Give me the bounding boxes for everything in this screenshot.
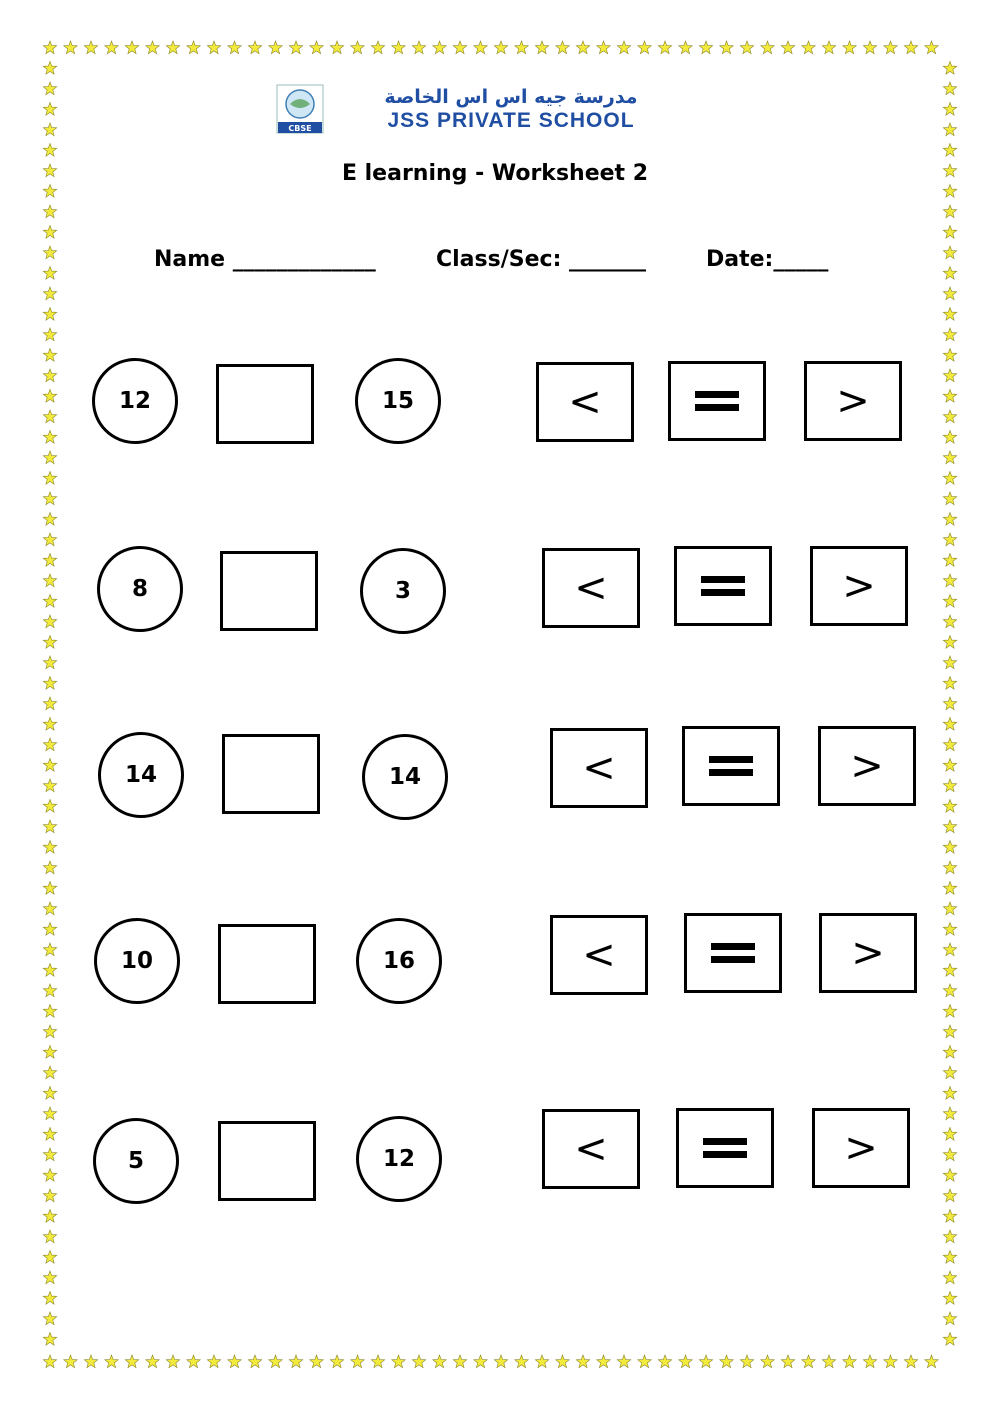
border-star-icon xyxy=(679,41,692,54)
border-star-icon xyxy=(43,923,56,936)
equal-symbol xyxy=(703,1138,747,1158)
equal-symbol xyxy=(701,576,745,596)
border-star-icon xyxy=(556,1355,569,1368)
equal-option[interactable] xyxy=(674,546,772,626)
border-star-icon xyxy=(943,513,956,526)
border-star-icon xyxy=(392,41,405,54)
border-star-icon xyxy=(781,41,794,54)
border-star-icon xyxy=(943,656,956,669)
border-star-icon xyxy=(535,1355,548,1368)
border-star-icon xyxy=(43,943,56,956)
border-star-icon xyxy=(904,41,917,54)
border-star-icon xyxy=(822,41,835,54)
border-star-icon xyxy=(43,431,56,444)
less-than-symbol: < xyxy=(574,565,608,611)
border-star-icon xyxy=(43,226,56,239)
less-than-option[interactable] xyxy=(550,915,648,995)
equal-symbol xyxy=(709,756,753,776)
border-star-icon xyxy=(43,328,56,341)
border-star-icon xyxy=(943,902,956,915)
border-star-icon xyxy=(943,1128,956,1141)
border-star-icon xyxy=(943,943,956,956)
border-star-icon xyxy=(43,697,56,710)
border-star-icon xyxy=(43,144,56,157)
border-star-icon xyxy=(943,1230,956,1243)
border-star-icon xyxy=(943,185,956,198)
school-name-english: JSS PRIVATE SCHOOL xyxy=(387,109,635,132)
border-star-icon xyxy=(943,923,956,936)
border-star-icon xyxy=(166,1355,179,1368)
border-star-icon xyxy=(43,1066,56,1079)
border-star-icon xyxy=(433,41,446,54)
border-star-icon xyxy=(43,513,56,526)
border-star-icon xyxy=(43,1107,56,1120)
border-star-icon xyxy=(43,636,56,649)
border-star-icon xyxy=(43,964,56,977)
border-star-icon xyxy=(943,349,956,362)
border-star-icon xyxy=(269,1355,282,1368)
border-star-icon xyxy=(943,1025,956,1038)
border-star-icon xyxy=(453,1355,466,1368)
border-star-icon xyxy=(943,861,956,874)
border-star-icon xyxy=(207,1355,220,1368)
border-star-icon xyxy=(351,41,364,54)
border-star-icon xyxy=(943,308,956,321)
border-star-icon xyxy=(699,1355,712,1368)
border-star-icon xyxy=(556,41,569,54)
greater-than-option[interactable] xyxy=(812,1108,910,1188)
border-star-icon xyxy=(943,554,956,567)
border-star-icon xyxy=(515,1355,528,1368)
greater-than-symbol: > xyxy=(850,743,884,789)
greater-than-symbol: > xyxy=(836,378,870,424)
border-star-icon xyxy=(617,41,630,54)
border-star-icon xyxy=(289,41,302,54)
border-star-icon xyxy=(943,1210,956,1223)
right-number-circle: 16 xyxy=(356,918,442,1004)
border-star-icon xyxy=(925,1355,938,1368)
border-star-icon xyxy=(474,1355,487,1368)
border-star-icon xyxy=(943,800,956,813)
border-star-icon xyxy=(904,1355,917,1368)
border-star-icon xyxy=(43,287,56,300)
border-star-icon xyxy=(761,1355,774,1368)
border-star-icon xyxy=(125,1355,138,1368)
border-star-icon xyxy=(43,390,56,403)
border-star-icon xyxy=(638,1355,651,1368)
border-star-icon xyxy=(943,964,956,977)
border-star-icon xyxy=(474,41,487,54)
border-star-icon xyxy=(943,1189,956,1202)
less-than-symbol: < xyxy=(582,932,616,978)
border-star-icon xyxy=(943,451,956,464)
border-star-icon xyxy=(248,1355,261,1368)
border-star-icon xyxy=(289,1355,302,1368)
border-star-icon xyxy=(43,533,56,546)
border-star-icon xyxy=(597,1355,610,1368)
less-than-option[interactable] xyxy=(550,728,648,808)
border-star-icon xyxy=(943,390,956,403)
border-star-icon xyxy=(43,820,56,833)
border-star-icon xyxy=(187,1355,200,1368)
border-star-icon xyxy=(43,369,56,382)
border-star-icon xyxy=(802,41,815,54)
border-star-icon xyxy=(43,62,56,75)
border-star-icon xyxy=(740,1355,753,1368)
border-star-icon xyxy=(943,759,956,772)
border-star-icon xyxy=(535,41,548,54)
border-star-icon xyxy=(943,103,956,116)
border-star-icon xyxy=(207,41,220,54)
border-star-icon xyxy=(43,103,56,116)
border-star-icon xyxy=(269,41,282,54)
border-star-icon xyxy=(943,492,956,505)
border-star-icon xyxy=(943,472,956,485)
border-star-icon xyxy=(494,41,507,54)
border-star-icon xyxy=(943,882,956,895)
greater-than-option[interactable] xyxy=(818,726,916,806)
border-star-icon xyxy=(863,1355,876,1368)
right-number-circle: 3 xyxy=(360,548,446,634)
border-star-icon xyxy=(453,41,466,54)
border-star-icon xyxy=(943,410,956,423)
border-star-icon xyxy=(943,267,956,280)
border-star-icon xyxy=(125,41,138,54)
border-star-icon xyxy=(943,779,956,792)
border-star-icon xyxy=(392,1355,405,1368)
date-field[interactable]: Date:_____ xyxy=(706,247,829,272)
greater-than-symbol: > xyxy=(851,930,885,976)
school-name-arabic: مدرسة جيه اس اس الخاصة xyxy=(384,86,638,108)
border-star-icon xyxy=(43,615,56,628)
equal-option[interactable] xyxy=(668,361,766,441)
border-star-icon xyxy=(43,1169,56,1182)
less-than-symbol: < xyxy=(582,745,616,791)
border-star-icon xyxy=(617,1355,630,1368)
border-star-icon xyxy=(43,677,56,690)
border-star-icon xyxy=(43,1355,56,1368)
border-star-icon xyxy=(943,369,956,382)
border-star-icon xyxy=(43,595,56,608)
border-star-icon xyxy=(43,492,56,505)
border-star-icon xyxy=(228,41,241,54)
border-star-icon xyxy=(310,41,323,54)
border-star-icon xyxy=(43,841,56,854)
border-star-icon xyxy=(43,718,56,731)
border-star-icon xyxy=(943,144,956,157)
border-star-icon xyxy=(166,41,179,54)
border-star-icon xyxy=(43,738,56,751)
border-star-icon xyxy=(943,738,956,751)
border-star-icon xyxy=(740,41,753,54)
worksheet-title: E learning - Worksheet 2 xyxy=(341,161,649,186)
border-star-icon xyxy=(843,41,856,54)
border-star-icon xyxy=(943,62,956,75)
border-star-icon xyxy=(43,1128,56,1141)
border-star-icon xyxy=(802,1355,815,1368)
border-star-icon xyxy=(822,1355,835,1368)
border-star-icon xyxy=(43,410,56,423)
greater-than-option[interactable] xyxy=(810,546,908,626)
border-star-icon xyxy=(64,41,77,54)
answer-box[interactable] xyxy=(222,734,320,814)
border-star-icon xyxy=(943,697,956,710)
answer-box[interactable] xyxy=(220,551,318,631)
border-star-icon xyxy=(43,800,56,813)
border-star-icon xyxy=(576,1355,589,1368)
greater-than-option[interactable] xyxy=(804,361,902,441)
border-star-icon xyxy=(943,1046,956,1059)
left-number-circle: 14 xyxy=(98,732,184,818)
border-star-icon xyxy=(658,1355,671,1368)
border-star-icon xyxy=(43,1189,56,1202)
border-star-icon xyxy=(943,595,956,608)
right-number-circle: 12 xyxy=(356,1116,442,1202)
border-star-icon xyxy=(943,226,956,239)
border-star-icon xyxy=(248,41,261,54)
border-star-icon xyxy=(943,1107,956,1120)
equal-symbol xyxy=(711,943,755,963)
equal-option[interactable] xyxy=(676,1108,774,1188)
border-star-icon xyxy=(43,861,56,874)
border-star-icon xyxy=(84,41,97,54)
border-star-icon xyxy=(84,1355,97,1368)
border-star-icon xyxy=(43,574,56,587)
border-star-icon xyxy=(43,185,56,198)
border-star-icon xyxy=(943,328,956,341)
border-star-icon xyxy=(351,1355,364,1368)
left-number-circle: 8 xyxy=(97,546,183,632)
left-number-circle: 5 xyxy=(93,1118,179,1204)
border-star-icon xyxy=(64,1355,77,1368)
border-star-icon xyxy=(43,656,56,669)
border-star-icon xyxy=(146,1355,159,1368)
border-star-icon xyxy=(943,533,956,546)
answer-box[interactable] xyxy=(218,924,316,1004)
less-than-symbol: < xyxy=(574,1126,608,1172)
border-star-icon xyxy=(371,41,384,54)
border-star-icon xyxy=(43,1148,56,1161)
border-star-icon xyxy=(943,1148,956,1161)
border-star-icon xyxy=(761,41,774,54)
border-star-icon xyxy=(943,718,956,731)
border-star-icon xyxy=(43,1046,56,1059)
border-star-icon xyxy=(943,1333,956,1346)
border-star-icon xyxy=(943,574,956,587)
border-star-icon xyxy=(43,1210,56,1223)
border-star-icon xyxy=(105,1355,118,1368)
border-star-icon xyxy=(699,41,712,54)
border-star-icon xyxy=(943,1292,956,1305)
greater-than-symbol: > xyxy=(844,1125,878,1171)
border-star-icon xyxy=(515,41,528,54)
border-star-icon xyxy=(884,41,897,54)
border-star-icon xyxy=(943,1251,956,1264)
border-star-icon xyxy=(43,1312,56,1325)
border-star-icon xyxy=(43,1333,56,1346)
border-star-icon xyxy=(43,1025,56,1038)
border-star-icon xyxy=(433,1355,446,1368)
border-star-icon xyxy=(43,984,56,997)
border-star-icon xyxy=(943,246,956,259)
border-star-icon xyxy=(884,1355,897,1368)
border-star-icon xyxy=(43,1292,56,1305)
border-star-icon xyxy=(843,1355,856,1368)
border-star-icon xyxy=(943,1005,956,1018)
border-star-icon xyxy=(43,246,56,259)
border-star-icon xyxy=(330,1355,343,1368)
border-star-icon xyxy=(43,1087,56,1100)
border-star-icon xyxy=(43,123,56,136)
border-star-icon xyxy=(943,1066,956,1079)
border-star-icon xyxy=(105,41,118,54)
border-star-icon xyxy=(943,636,956,649)
border-star-icon xyxy=(943,431,956,444)
border-star-icon xyxy=(43,41,56,54)
border-star-icon xyxy=(943,205,956,218)
logo-text: CBSE xyxy=(288,124,312,133)
right-number-circle: 15 xyxy=(355,358,441,444)
less-than-option[interactable] xyxy=(536,362,634,442)
greater-than-symbol: > xyxy=(842,563,876,609)
border-star-icon xyxy=(494,1355,507,1368)
border-star-icon xyxy=(43,472,56,485)
border-star-icon xyxy=(576,41,589,54)
less-than-symbol: < xyxy=(568,379,602,425)
border-star-icon xyxy=(43,779,56,792)
class-sec-field[interactable]: Class/Sec: _______ xyxy=(436,247,647,272)
border-star-icon xyxy=(925,41,938,54)
border-star-icon xyxy=(187,41,200,54)
border-star-icon xyxy=(943,1087,956,1100)
name-field[interactable]: Name _____________ xyxy=(154,247,376,272)
left-number-circle: 12 xyxy=(92,358,178,444)
border-star-icon xyxy=(781,1355,794,1368)
border-star-icon xyxy=(943,841,956,854)
less-than-option[interactable] xyxy=(542,1109,640,1189)
border-star-icon xyxy=(43,267,56,280)
border-star-icon xyxy=(943,984,956,997)
border-star-icon xyxy=(43,205,56,218)
border-star-icon xyxy=(371,1355,384,1368)
border-star-icon xyxy=(720,41,733,54)
border-star-icon xyxy=(679,1355,692,1368)
border-star-icon xyxy=(43,82,56,95)
border-star-icon xyxy=(943,1169,956,1182)
equal-option[interactable] xyxy=(682,726,780,806)
border-star-icon xyxy=(43,1271,56,1284)
border-star-icon xyxy=(43,902,56,915)
border-star-icon xyxy=(330,41,343,54)
left-number-circle: 10 xyxy=(94,918,180,1004)
answer-box[interactable] xyxy=(216,364,314,444)
border-star-icon xyxy=(43,1005,56,1018)
border-star-icon xyxy=(310,1355,323,1368)
equal-option[interactable] xyxy=(684,913,782,993)
border-star-icon xyxy=(638,41,651,54)
border-star-icon xyxy=(658,41,671,54)
border-star-icon xyxy=(43,451,56,464)
border-star-icon xyxy=(597,41,610,54)
border-star-icon xyxy=(943,1271,956,1284)
equal-symbol xyxy=(695,391,739,411)
border-star-icon xyxy=(43,882,56,895)
border-star-icon xyxy=(412,41,425,54)
right-number-circle: 14 xyxy=(362,734,448,820)
border-star-icon xyxy=(943,82,956,95)
answer-box[interactable] xyxy=(218,1121,316,1201)
border-star-icon xyxy=(146,41,159,54)
greater-than-option[interactable] xyxy=(819,913,917,993)
border-star-icon xyxy=(43,349,56,362)
border-star-icon xyxy=(720,1355,733,1368)
border-star-icon xyxy=(943,820,956,833)
border-star-icon xyxy=(943,123,956,136)
less-than-option[interactable] xyxy=(542,548,640,628)
border-star-icon xyxy=(943,677,956,690)
border-star-icon xyxy=(943,615,956,628)
border-star-icon xyxy=(43,759,56,772)
border-star-icon xyxy=(863,41,876,54)
school-logo xyxy=(276,84,324,134)
border-star-icon xyxy=(228,1355,241,1368)
border-star-icon xyxy=(943,287,956,300)
border-star-icon xyxy=(412,1355,425,1368)
border-star-icon xyxy=(43,554,56,567)
border-star-icon xyxy=(43,308,56,321)
border-star-icon xyxy=(43,1230,56,1243)
border-star-icon xyxy=(43,1251,56,1264)
border-star-icon xyxy=(943,1312,956,1325)
